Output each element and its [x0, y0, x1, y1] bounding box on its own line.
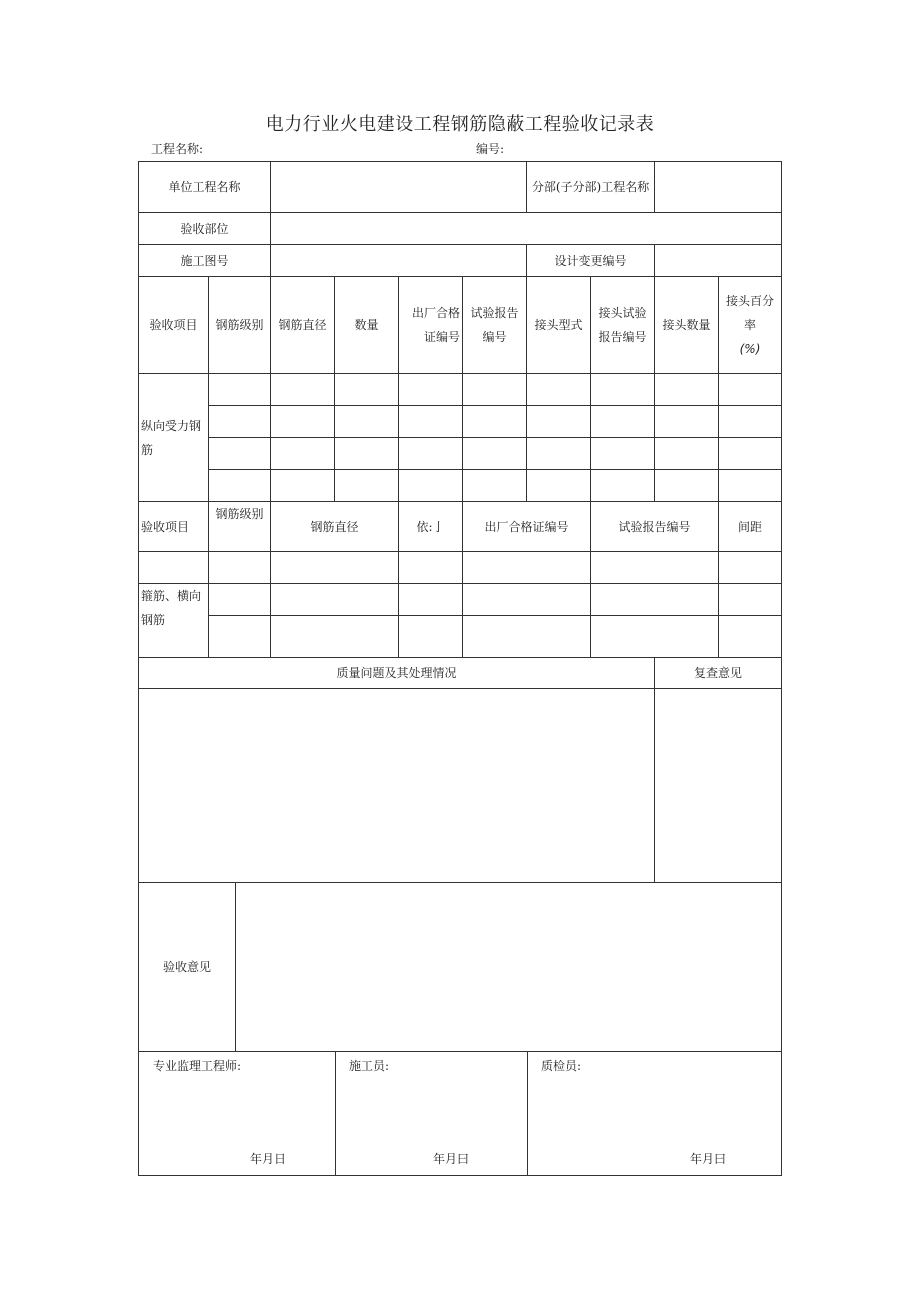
- form-title: 电力行业火电建设工程钢筋隐蔽工程验收记录表: [265, 114, 655, 135]
- signature-divider-1: [335, 1052, 336, 1175]
- construction-drawing-label: 施工图号: [139, 245, 271, 277]
- unit-project-name-label: 单位工程名称: [139, 162, 271, 213]
- s1-header-joint-pct: [719, 277, 782, 374]
- review-opinion-content[interactable]: [655, 689, 782, 883]
- s1-cell[interactable]: [209, 438, 271, 470]
- s1-cell[interactable]: [271, 470, 335, 502]
- s2-cell[interactable]: [139, 552, 209, 584]
- s1-header-joint-test-no: 接头试验报告编号: [591, 277, 655, 374]
- constructor-date: 年月曰: [433, 1152, 470, 1166]
- s1-cell[interactable]: [271, 438, 335, 470]
- s1-header-test-report-no: 试验报告编号: [463, 277, 527, 374]
- s2-header-grade: 钢筋级别: [209, 502, 271, 552]
- s2-cell[interactable]: [591, 616, 719, 658]
- s1-header-joint-count: 接头数量: [655, 277, 719, 374]
- s1-cell[interactable]: [209, 374, 271, 406]
- acceptance-opinion-content[interactable]: [236, 883, 781, 1051]
- s2-row-label: 箍筋、横向钢筋: [139, 584, 209, 658]
- s2-cell[interactable]: [719, 552, 782, 584]
- joint-pct-symbol: (%): [739, 342, 761, 356]
- s1-cell[interactable]: [719, 470, 782, 502]
- s1-cell[interactable]: [399, 374, 463, 406]
- s1-cell[interactable]: [335, 374, 399, 406]
- unit-project-name-value[interactable]: [271, 162, 527, 213]
- s1-cell[interactable]: [655, 438, 719, 470]
- design-change-no-label: 设计变更编号: [527, 245, 655, 277]
- s1-header-quantity: 数量: [335, 277, 399, 374]
- s1-cell[interactable]: [655, 470, 719, 502]
- signature-divider-2: [527, 1052, 528, 1175]
- s1-cell[interactable]: [335, 470, 399, 502]
- s2-cell[interactable]: [209, 584, 271, 616]
- s1-cell[interactable]: [655, 406, 719, 438]
- s1-cell[interactable]: [463, 438, 527, 470]
- s2-cell[interactable]: [719, 616, 782, 658]
- supervisor-signature-label: 专业监理工程师:: [153, 1059, 242, 1073]
- s1-cell[interactable]: [271, 406, 335, 438]
- acceptance-opinion-label: 验收意见: [162, 960, 211, 974]
- acceptance-part-label: 验收部位: [139, 213, 271, 245]
- constructor-signature-label: 施工员:: [349, 1059, 390, 1073]
- s1-header-cert-no: 出厂合格证编号: [399, 277, 463, 374]
- review-opinion-header: 复查意见: [655, 658, 782, 689]
- s1-cell[interactable]: [399, 470, 463, 502]
- s2-header-spacing: 间距: [719, 502, 782, 552]
- joint-pct-label: 接头百分率: [726, 294, 775, 332]
- s2-cell[interactable]: [399, 552, 463, 584]
- signature-block: [139, 1052, 782, 1176]
- s1-cell[interactable]: [399, 406, 463, 438]
- s1-cell[interactable]: [527, 406, 591, 438]
- s1-cell[interactable]: [463, 470, 527, 502]
- quality-issues-content[interactable]: [139, 689, 655, 883]
- s1-cell[interactable]: [719, 438, 782, 470]
- acceptance-part-value[interactable]: [271, 213, 782, 245]
- s1-cell[interactable]: [591, 374, 655, 406]
- s2-cell[interactable]: [399, 584, 463, 616]
- s1-cell[interactable]: [719, 374, 782, 406]
- s1-cell[interactable]: [335, 406, 399, 438]
- s2-header-diameter: 钢筋直径: [271, 502, 399, 552]
- acceptance-opinion-block: [139, 883, 782, 1052]
- s1-cell[interactable]: [527, 438, 591, 470]
- s2-cell[interactable]: [463, 552, 591, 584]
- s2-cell[interactable]: [463, 584, 591, 616]
- s1-header-item: 验收项目: [139, 277, 209, 374]
- s1-header-diameter: 钢筋直径: [271, 277, 335, 374]
- s1-cell[interactable]: [591, 406, 655, 438]
- s1-cell[interactable]: [655, 374, 719, 406]
- s2-cell[interactable]: [399, 616, 463, 658]
- s1-cell[interactable]: [209, 470, 271, 502]
- s1-cell[interactable]: [527, 374, 591, 406]
- sub-project-name-value[interactable]: [655, 162, 782, 213]
- s2-cell[interactable]: [209, 552, 271, 584]
- s2-cell[interactable]: [719, 584, 782, 616]
- s2-header-item: 验收项目: [139, 502, 209, 552]
- acceptance-record-table: [138, 161, 782, 1176]
- s1-cell[interactable]: [271, 374, 335, 406]
- s1-cell[interactable]: [399, 438, 463, 470]
- design-change-no-value[interactable]: [655, 245, 782, 277]
- s2-cell[interactable]: [591, 584, 719, 616]
- inspector-signature-label: 质检员:: [541, 1059, 582, 1073]
- construction-drawing-value[interactable]: [271, 245, 527, 277]
- s1-cell[interactable]: [335, 438, 399, 470]
- s1-row-label: 纵向受力钢筋: [139, 374, 209, 502]
- s1-cell[interactable]: [209, 406, 271, 438]
- s2-cell[interactable]: [591, 552, 719, 584]
- s1-cell[interactable]: [591, 438, 655, 470]
- s1-cell[interactable]: [463, 406, 527, 438]
- supervisor-date: 年月日: [250, 1152, 287, 1166]
- inspector-date: 年月曰: [690, 1152, 727, 1166]
- s1-cell[interactable]: [719, 406, 782, 438]
- s1-cell[interactable]: [463, 374, 527, 406]
- s2-header-test-report-no: 试验报告编号: [591, 502, 719, 552]
- s1-header-grade: 钢筋级别: [209, 277, 271, 374]
- s2-header-col4: 依:亅: [399, 502, 463, 552]
- s1-cell[interactable]: [527, 470, 591, 502]
- s2-cell[interactable]: [271, 584, 399, 616]
- sub-project-name-label: 分部(子分部)工程名称: [527, 162, 655, 213]
- s1-header-joint-type: 接头型式: [527, 277, 591, 374]
- s2-cell[interactable]: [271, 552, 399, 584]
- s1-cell[interactable]: [591, 470, 655, 502]
- project-name-label: 工程名称:: [151, 142, 204, 156]
- s2-cell[interactable]: [209, 616, 271, 658]
- number-label: 编号:: [476, 142, 505, 156]
- quality-issues-header: 质量问题及其处理情况: [139, 658, 655, 689]
- s2-cell[interactable]: [271, 616, 399, 658]
- s2-cell[interactable]: [463, 616, 591, 658]
- s2-header-cert-no: 出厂合格证编号: [463, 502, 591, 552]
